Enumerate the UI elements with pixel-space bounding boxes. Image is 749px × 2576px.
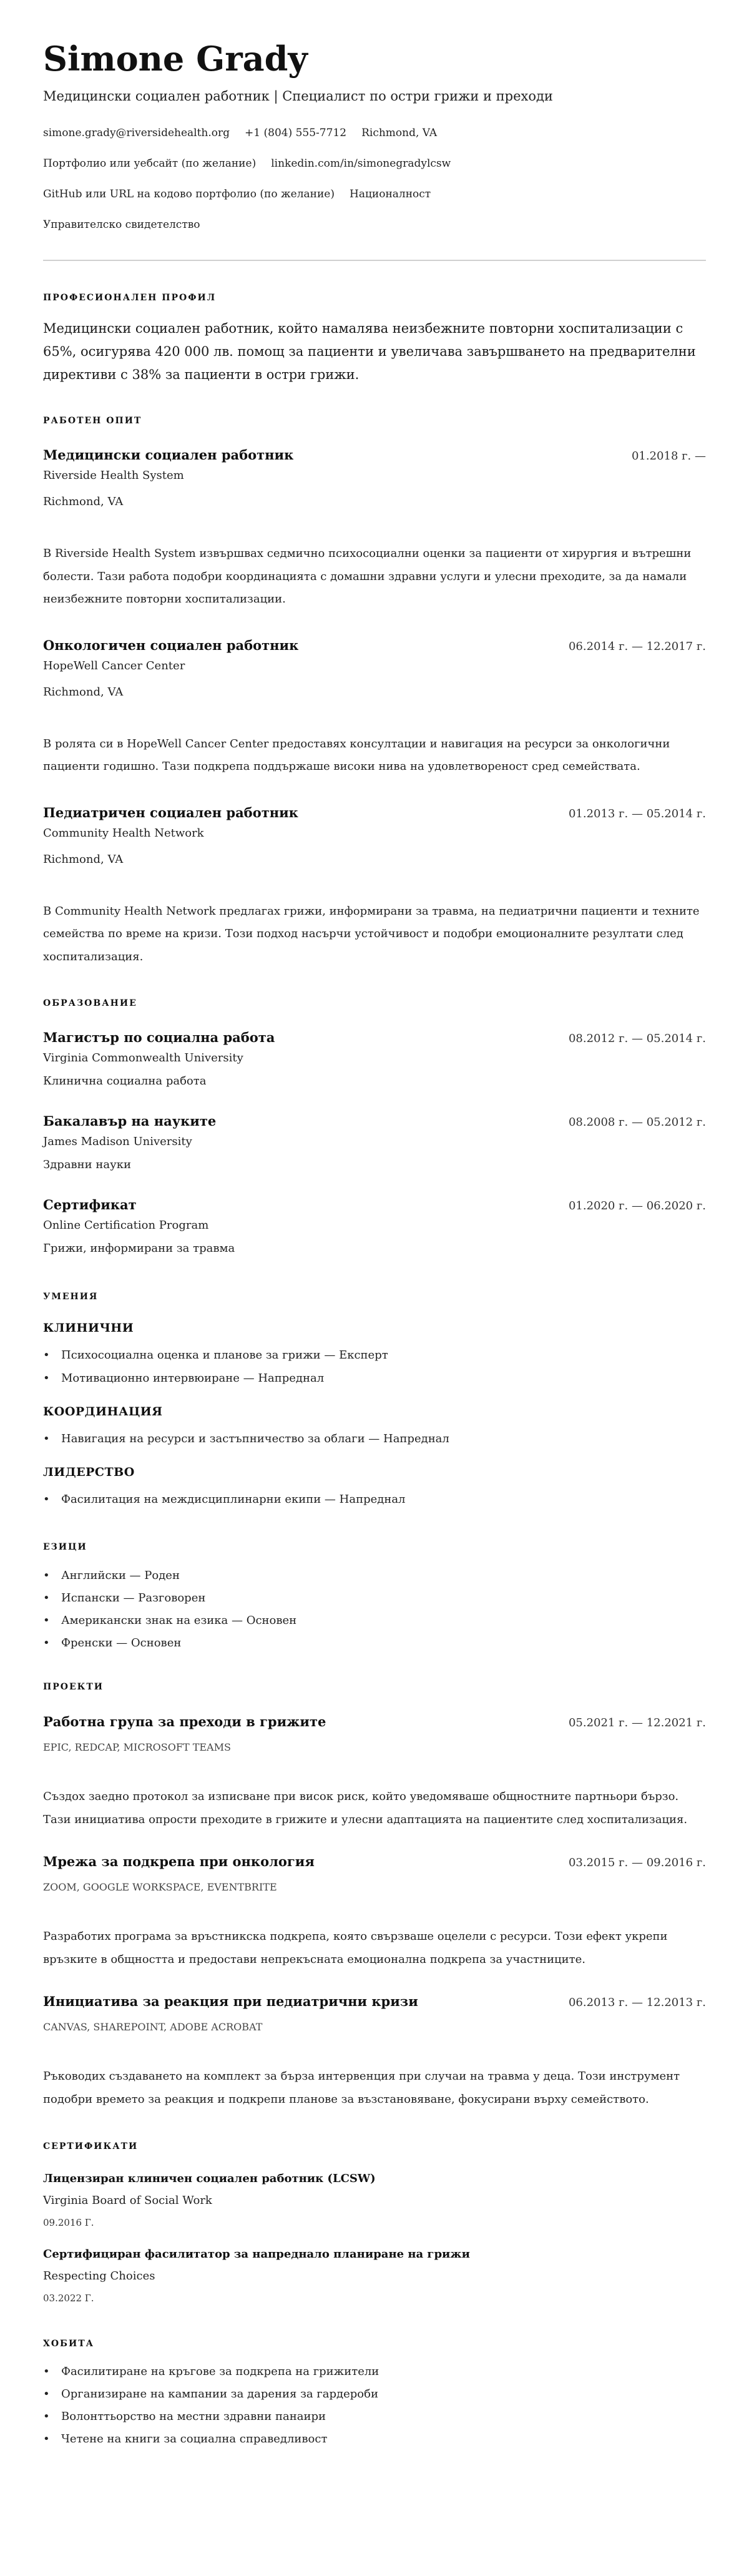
language-item: • Американски знак на езика — Основен bbox=[43, 1612, 706, 1630]
project-tools: ZOOM, GOOGLE WORKSPACE, EVENTBRITE bbox=[43, 1881, 277, 1893]
contact-row bbox=[43, 124, 706, 142]
project-description: Разработих програма за връстникска подкрепа, която свързваше оцелели с ресурси. Този ефект укрепи връзките в общността и предостави непрекъсната емоционална подкрепа за участниците. bbox=[43, 1930, 668, 1966]
skill-list bbox=[43, 1430, 706, 1448]
project-description: Ръководих създаването на комплект за бърза интервенция при случаи на травма у деца. Този инструмент подобри времето за реакция и подкрепи планове за възстановяване, фокусирани върху семейството. bbox=[43, 2070, 680, 2106]
certification-entry bbox=[43, 2246, 706, 2305]
hobby-item: • Организиране на кампании за дарения за гардероби bbox=[43, 2386, 706, 2403]
job-description: В Riverside Health System извършвах седмично психосоциални оценки за пациенти от хирургия и вътрешни болести. Тази работа подобри координацията с домашни здравни услуги и улесни преходите, за да намали неизбежните повторни хоспитализации. bbox=[43, 547, 692, 606]
contact-item: GitHub или URL на кодово портфолио (по желание) bbox=[43, 188, 335, 200]
degree-title: Сертификат bbox=[43, 1197, 137, 1212]
hobby-item: • Четене на книги за социална справедливост bbox=[43, 2431, 706, 2448]
hobbies-section bbox=[43, 2338, 706, 2448]
entry-header bbox=[43, 1028, 706, 1047]
contact-item: linkedin.com/in/simonegradylcsw bbox=[271, 157, 451, 170]
contact-row bbox=[43, 155, 706, 172]
section-heading: ОБРАЗОВАНИЕ bbox=[43, 998, 137, 1008]
certification-date: 03.2022 Г. bbox=[43, 2293, 94, 2304]
degree-title: Магистър по социална работа bbox=[43, 1030, 275, 1045]
experience-entry bbox=[43, 636, 706, 779]
project-entry bbox=[43, 1852, 706, 1971]
experience-entry bbox=[43, 446, 706, 611]
skill-list bbox=[43, 1347, 706, 1387]
project-tools: EPIC, REDCAP, MICROSOFT TEAMS bbox=[43, 1741, 231, 1753]
certifications-section bbox=[43, 2140, 706, 2305]
skills-section bbox=[43, 1290, 706, 1508]
field-of-study: Клинична социална работа bbox=[43, 1074, 207, 1088]
skill-item: • Мотивационно интервюиране — Напреднал bbox=[43, 1370, 706, 1387]
section-heading: ПРОЕКТИ bbox=[43, 1682, 104, 1692]
section-heading: РАБОТЕН ОПИТ bbox=[43, 416, 142, 426]
contact-item: Управителско свидетелство bbox=[43, 219, 200, 231]
experience-entry bbox=[43, 804, 706, 969]
section-heading: ПРОФЕСИОНАЛЕН ПРОФИЛ bbox=[43, 293, 217, 303]
experience-section bbox=[43, 415, 706, 968]
date-range: 06.2013 г. — 12.2013 г. bbox=[568, 1996, 706, 2009]
project-title: Инициатива за реакция при педиатрични кризи bbox=[43, 1993, 418, 2009]
skill-list bbox=[43, 1491, 706, 1508]
certification-issuer: Respecting Choices bbox=[43, 2269, 155, 2283]
education-section bbox=[43, 997, 706, 1257]
date-range: 06.2014 г. — 12.2017 г. bbox=[568, 639, 706, 653]
job-location: Richmond, VA bbox=[43, 495, 124, 508]
date-range: 05.2021 г. — 12.2021 г. bbox=[568, 1716, 706, 1729]
entry-header bbox=[43, 1196, 706, 1214]
skill-group-title: ЛИДЕРСТВО bbox=[43, 1465, 135, 1479]
education-entry bbox=[43, 1196, 706, 1257]
hobby-item: • Волонттьорство на местни здравни панаири bbox=[43, 2408, 706, 2426]
entry-header bbox=[43, 1112, 706, 1131]
date-range: 01.2018 г. — bbox=[631, 450, 706, 463]
skill-item: • Фасилитация на междисциплинарни екипи — Напреднал bbox=[43, 1491, 706, 1508]
job-description: В Community Health Network предлагах грижи, информирани за травма, на педиатрични пациенти и техните семейства по време на кризи. Този подход насърчи устойчивост и подобри емоционалните резултати след хоспитализация. bbox=[43, 904, 700, 963]
certification-title: Лицензиран клиничен социален работник (LCSW) bbox=[43, 2172, 376, 2185]
contact-info bbox=[43, 124, 706, 234]
date-range: 08.2008 г. — 05.2012 г. bbox=[568, 1116, 706, 1129]
date-range: 03.2015 г. — 09.2016 г. bbox=[568, 1856, 706, 1869]
job-title: Онкологичен социален работник bbox=[43, 637, 299, 653]
education-entry bbox=[43, 1112, 706, 1174]
date-range: 08.2012 г. — 05.2014 г. bbox=[568, 1032, 706, 1045]
project-description: Създох заедно протокол за изписване при висок риск, който уведомяваше общностните партньори бързо. Тази инициатива опрости преходите в грижите и улесни адаптацията на пациентите след хоспитализация. bbox=[43, 1790, 688, 1826]
language-item: • Испански — Разговорен bbox=[43, 1590, 706, 1607]
project-tools: CANVAS, SHAREPOINT, ADOBE ACROBAT bbox=[43, 2021, 263, 2033]
job-title: Педиатричен социален работник bbox=[43, 804, 298, 820]
project-entry bbox=[43, 1713, 706, 1831]
profile-section bbox=[43, 292, 706, 386]
job-location: Richmond, VA bbox=[43, 852, 124, 866]
candidate-name: Simone Grady bbox=[43, 39, 308, 79]
project-entry bbox=[43, 1992, 706, 2111]
date-range: 01.2013 г. — 05.2014 г. bbox=[568, 807, 706, 820]
project-title: Мрежа за подкрепа при онкология bbox=[43, 1854, 315, 1869]
field-of-study: Здравни науки bbox=[43, 1158, 131, 1171]
field-of-study: Грижи, информирани за травма bbox=[43, 1242, 235, 1255]
entry-header bbox=[43, 446, 706, 465]
job-description: В ролята си в HopeWell Cancer Center предоставях консултации и навигация на ресурси за онкологични пациенти годишно. Тази подкрепа поддържаше високи нива на удовлетвореност сред семействата. bbox=[43, 737, 670, 773]
header-divider bbox=[43, 260, 706, 261]
job-title: Медицински социален работник bbox=[43, 447, 294, 463]
languages-section bbox=[43, 1541, 706, 1652]
candidate-headline: Медицински социален работник | Специалист по остри грижи и преходи bbox=[43, 89, 553, 104]
skill-item: • Навигация на ресурси и застъпничество за облаги — Напреднал bbox=[43, 1430, 706, 1448]
section-heading: СЕРТИФИКАТИ bbox=[43, 2141, 139, 2151]
contact-item: +1 (804) 555-7712 bbox=[245, 127, 347, 139]
language-item: • Английски — Роден bbox=[43, 1567, 706, 1585]
hobby-item: • Фасилитиране на кръгове за подкрепа на грижители bbox=[43, 2363, 706, 2381]
company-name: Riverside Health System bbox=[43, 469, 184, 482]
contact-row bbox=[43, 216, 706, 234]
entry-header bbox=[43, 1992, 706, 2011]
certification-date: 09.2016 Г. bbox=[43, 2217, 94, 2228]
contact-item: Richmond, VA bbox=[361, 127, 438, 139]
skill-group-title: КООРДИНАЦИЯ bbox=[43, 1405, 163, 1418]
school-name: James Madison University bbox=[43, 1135, 192, 1148]
section-heading: УМЕНИЯ bbox=[43, 1292, 99, 1302]
entry-header bbox=[43, 1852, 706, 1871]
entry-header bbox=[43, 636, 706, 655]
skill-item: • Психосоциална оценка и планове за грижи — Експерт bbox=[43, 1347, 706, 1364]
entry-header bbox=[43, 1713, 706, 1731]
entry-header bbox=[43, 804, 706, 822]
education-entry bbox=[43, 1028, 706, 1090]
project-title: Работна група за преходи в грижите bbox=[43, 1714, 326, 1729]
job-location: Richmond, VA bbox=[43, 685, 124, 699]
section-heading: ХОБИТА bbox=[43, 2339, 95, 2349]
certification-entry bbox=[43, 2171, 706, 2229]
school-name: Online Certification Program bbox=[43, 1219, 209, 1232]
date-range: 01.2020 г. — 06.2020 г. bbox=[568, 1199, 706, 1212]
profile-summary: Медицински социален работник, който намалява неизбежните повторни хоспитализации с 65%, осигурява 420 000 лв. помощ за пациенти и увеличава завършването на предварителни директиви с 38% за пациенти в остри грижи. bbox=[43, 321, 696, 382]
contact-item: Националност bbox=[350, 188, 431, 200]
contact-row bbox=[43, 185, 706, 203]
company-name: Community Health Network bbox=[43, 826, 204, 840]
school-name: Virginia Commonwealth University bbox=[43, 1051, 243, 1064]
degree-title: Бакалавър на науките bbox=[43, 1113, 217, 1129]
language-item: • Френски — Основен bbox=[43, 1635, 706, 1652]
contact-item: simone.grady@riversidehealth.org bbox=[43, 127, 230, 139]
section-heading: ЕЗИЦИ bbox=[43, 1542, 87, 1552]
projects-section bbox=[43, 1681, 706, 2111]
contact-item: Портфолио или уебсайт (по желание) bbox=[43, 157, 257, 170]
certification-issuer: Virginia Board of Social Work bbox=[43, 2194, 212, 2207]
company-name: HopeWell Cancer Center bbox=[43, 659, 185, 672]
certification-title: Сертифициран фасилитатор за напреднало планиране на грижи bbox=[43, 2248, 470, 2261]
skill-group-title: КЛИНИЧНИ bbox=[43, 1321, 134, 1335]
